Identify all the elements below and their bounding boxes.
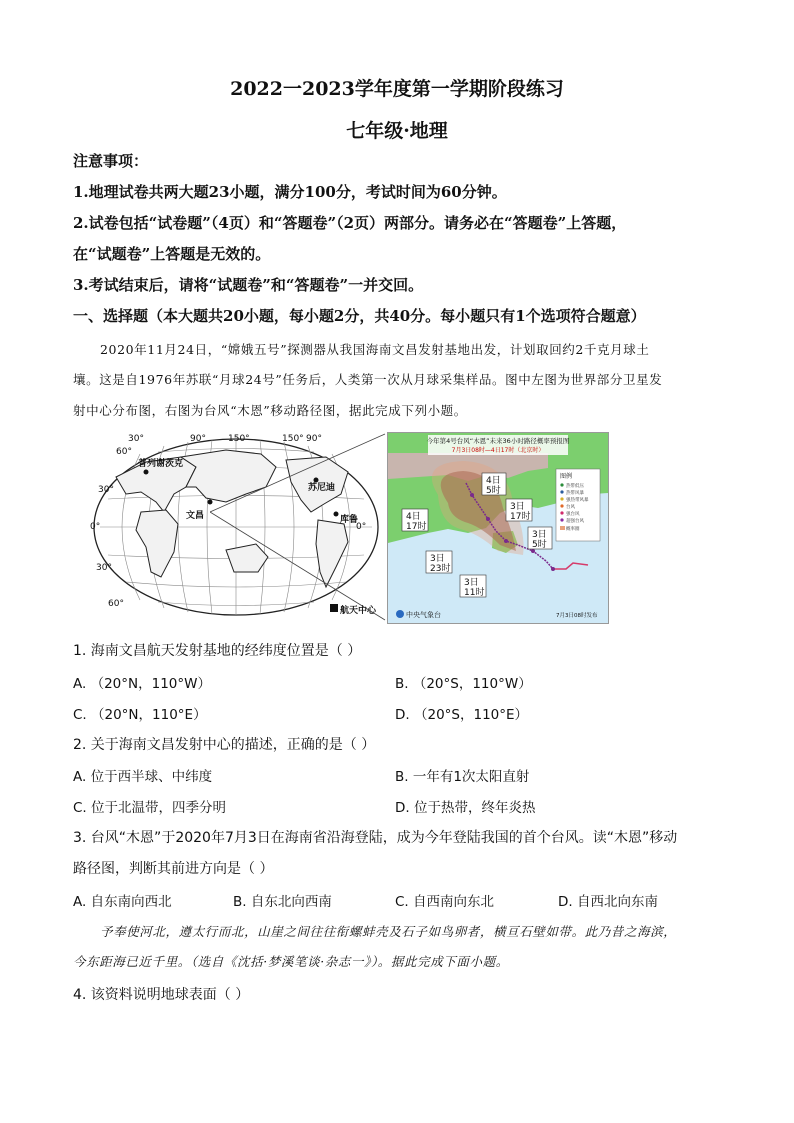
svg-text:强热带风暴: 强热带风暴 [566, 498, 589, 503]
connector-lines [210, 432, 390, 622]
passage1-line2: 壤。这是自1976年苏联“月球24号”任务后，人类第一次从月球采集样品。图中左图为世界部分卫星发 [73, 372, 663, 387]
svg-text:4日: 4日 [486, 476, 501, 486]
q1-stem: 1. 海南文昌航天发射基地的经纬度位置是（ ） [73, 643, 362, 659]
svg-text:60°: 60° [108, 599, 124, 609]
svg-text:0°: 0° [356, 522, 367, 532]
notes-item-2b: 在“试题卷”上答题是无效的。 [73, 245, 271, 263]
svg-text:台风: 台风 [566, 505, 575, 510]
q2-option-a[interactable]: A. 位于西半球、中纬度 [73, 769, 213, 785]
notes-item-2a: 2.试卷包括“试卷题”（4页）和“答题卷”（2页）两部分。请务必在“答题卷”上答题， [73, 214, 627, 232]
q3-stem-line2: 路径图，判断其前进方向是（ ） [73, 861, 274, 877]
passage1-line1: 2020年11月24日，“嫦娥五号”探测器从我国海南文昌发射基地出发，计划取回约2千克月球土 [100, 342, 650, 357]
svg-text:5时: 5时 [532, 540, 547, 550]
q3-option-d[interactable]: D. 自西北向东南 [558, 894, 658, 910]
svg-text:3日: 3日 [430, 554, 445, 564]
svg-text:30°: 30° [98, 485, 114, 495]
svg-text:17时: 17时 [406, 522, 427, 532]
q1-option-d[interactable]: D. （20°S，110°E） [395, 707, 529, 723]
svg-text:热带低压: 热带低压 [566, 484, 584, 489]
section-heading: 一、选择题（本大题共20小题，每小题2分，共40分。每小题只有1个选项符合题意） [73, 307, 646, 325]
svg-text:强台风: 强台风 [566, 512, 580, 517]
svg-text:150°: 150° [282, 434, 304, 444]
svg-text:30°: 30° [96, 563, 112, 573]
page-subtitle: 七年级·地理 [346, 120, 448, 142]
svg-text:30°: 30° [128, 434, 144, 444]
footer-left: 中央气象台 [406, 611, 441, 619]
passage2-line1: 予奉使河北，遵太行而北，山崖之间往往衔螺蚌壳及石子如鸟卵者，横亘石壁如带。此乃昔之海滨， [100, 924, 677, 939]
svg-text:23时: 23时 [430, 564, 451, 574]
svg-text:普列谢茨克: 普列谢茨克 [138, 459, 184, 469]
q1-option-b[interactable]: B. （20°S，110°W） [395, 676, 532, 692]
svg-text:60°: 60° [116, 447, 132, 457]
q3-option-a[interactable]: A. 自东南向西北 [73, 894, 172, 910]
page-title: 2022一2023学年度第一学期阶段练习 [230, 78, 564, 100]
notes-heading: 注意事项： [73, 152, 149, 170]
q3-option-b[interactable]: B. 自东北向西南 [233, 894, 332, 910]
svg-text:3日: 3日 [532, 530, 547, 540]
svg-text:3日: 3日 [464, 578, 479, 588]
q2-stem: 2. 关于海南文昌发射中心的描述，正确的是（ ） [73, 737, 376, 753]
svg-text:90°: 90° [306, 434, 322, 444]
typhoon-header-2: 7月3日08时—4日17时（北京时） [451, 447, 545, 454]
q3-stem-line1: 3. 台风“木恩”于2020年7月3日在海南省沿海登陆，成为今年登陆我国的首个台风。读“木恩”移动 [73, 830, 678, 846]
q4-stem: 4. 该资料说明地球表面（ ） [73, 987, 250, 1003]
legend-label: 航天中心 [340, 606, 377, 616]
notes-item-1: 1.地理试卷共两大题23小题，满分100分，考试时间为60分钟。 [73, 183, 507, 201]
svg-text:热带风暴: 热带风暴 [566, 491, 584, 496]
footer-right: 7月3日08时发布 [556, 613, 598, 619]
svg-text:4日: 4日 [406, 512, 421, 522]
q2-option-d[interactable]: D. 位于热带，终年炎热 [395, 800, 536, 816]
typhoon-header-1: 今年第4号台风“木恩”未来36小时路径概率预报图 [426, 437, 570, 445]
q2-option-b[interactable]: B. 一年有1次太阳直射 [395, 769, 530, 785]
svg-text:概率圈: 概率圈 [566, 527, 580, 532]
passage1-line3: 射中心分布图，右图为台风“木恩”移动路径图，据此完成下列小题。 [73, 403, 467, 418]
q3-option-c[interactable]: C. 自西南向东北 [395, 894, 495, 910]
q1-option-c[interactable]: C. （20°N，110°E） [73, 707, 207, 723]
svg-text:5时: 5时 [486, 486, 501, 496]
svg-text:文昌: 文昌 [186, 511, 205, 521]
legend-title: 图例 [560, 473, 573, 480]
svg-text:超强台风: 超强台风 [566, 519, 584, 524]
svg-text:11时: 11时 [464, 588, 485, 598]
q2-option-c[interactable]: C. 位于北温带，四季分明 [73, 800, 227, 816]
notes-item-3: 3.考试结束后，请将“试题卷”和“答题卷”一并交回。 [73, 276, 424, 294]
svg-text:90°: 90° [190, 434, 206, 444]
svg-text:150°: 150° [228, 434, 250, 444]
svg-text:库鲁: 库鲁 [340, 515, 359, 525]
svg-text:苏尼迪: 苏尼迪 [308, 483, 336, 493]
svg-text:3日: 3日 [510, 502, 525, 512]
q1-option-a[interactable]: A. （20°N，110°W） [73, 676, 211, 692]
svg-text:0°: 0° [90, 522, 101, 532]
passage2-line2: 今东距海已近千里。（选自《沈括·梦溪笔谈·杂志一》）。据此完成下面小题。 [73, 954, 509, 969]
typhoon-map-figure [387, 432, 609, 624]
svg-text:17时: 17时 [510, 512, 531, 522]
typhoon-map-svg [388, 433, 608, 623]
